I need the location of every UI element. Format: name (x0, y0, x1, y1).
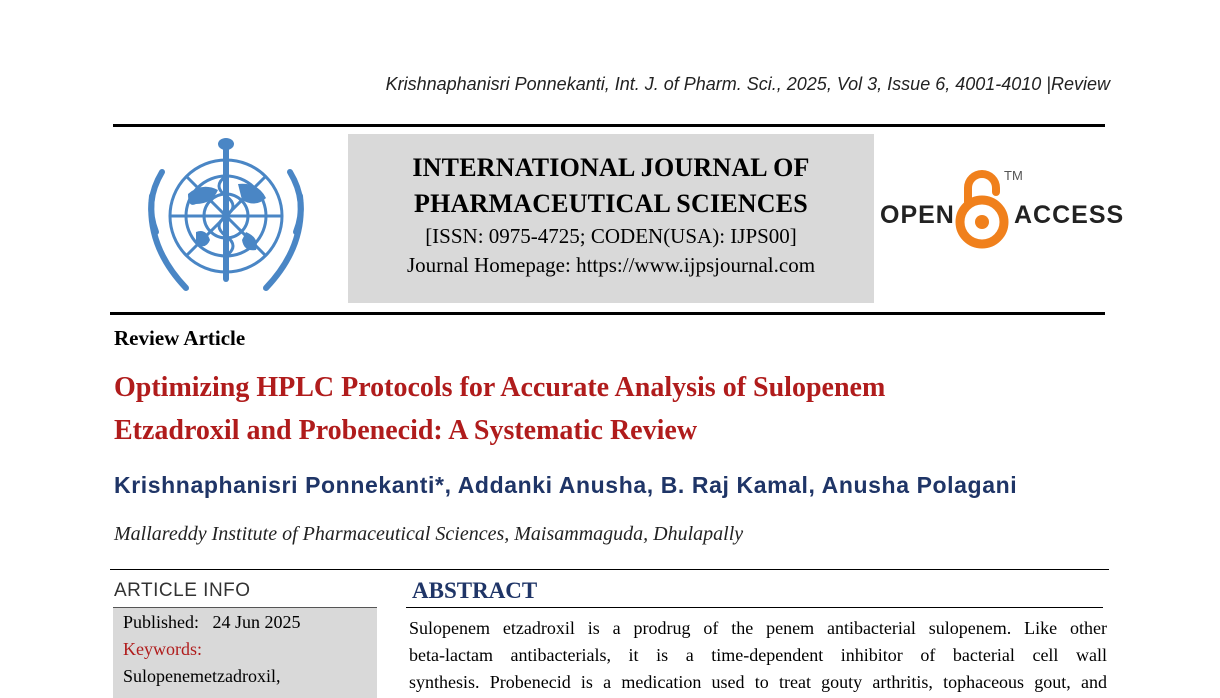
author-affiliation: Mallareddy Institute of Pharmaceutical Sciences, Maisammaguda, Dhulapally (114, 523, 744, 545)
journal-title (348, 150, 874, 222)
article-type: Review Article (114, 326, 246, 350)
journal-masthead (348, 134, 874, 303)
open-access-trademark: TM (1004, 168, 1023, 183)
abstract-heading: ABSTRACT (412, 578, 538, 603)
masthead-bottom-rule (110, 312, 1105, 315)
article-info-heading: ARTICLE INFO (114, 580, 251, 601)
keywords-label: Keywords: (123, 639, 202, 659)
top-rule (113, 124, 1105, 127)
published-date (123, 612, 301, 633)
abstract-line-3: synthesis. Probenecid is a medication used to treat gouty arthritis, tophaceous gout, and (409, 672, 1107, 692)
article-title (114, 366, 1074, 452)
section-divider (110, 569, 1109, 570)
published-label: Published: (123, 612, 200, 632)
journal-title-line-1: INTERNATIONAL JOURNAL OF (412, 153, 810, 182)
journal-homepage[interactable]: Journal Homepage: https://www.ijpsjournal.com (406, 253, 816, 277)
abstract-line-1: Sulopenem etzadroxil is a prodrug of the penem antibacterial sulopenem. Like other (409, 618, 1107, 638)
abstract-rule (406, 607, 1103, 608)
article-title-line-1: Optimizing HPLC Protocols for Accurate Analysis of Sulopenem (114, 372, 886, 403)
open-access-word-open: OPEN (880, 201, 955, 229)
open-lock-icon (954, 166, 1010, 252)
author-list: Krishnaphanisri Ponnekanti*, Addanki Anusha, B. Raj Kamal, Anusha Polagani (114, 472, 1018, 498)
abstract-line-2: beta-lactam antibacterials, it is a time-dependent inhibitor of bacterial cell wall (409, 645, 1107, 665)
open-access-logo (880, 166, 1125, 252)
article-info-box (113, 607, 377, 698)
journal-title-line-2: PHARMACEUTICAL SCIENCES (414, 189, 808, 218)
abstract-body (409, 615, 1107, 696)
running-header: Krishnaphanisri Ponnekanti, Int. J. of Pharm. Sci., 2025, Vol 3, Issue 6, 4001-4010 |Review (385, 74, 1110, 94)
journal-issn: [ISSN: 0975-4725; CODEN(USA): IJPS00] (425, 224, 797, 248)
journal-emblem-logo (126, 136, 326, 306)
article-title-line-2: Etzadroxil and Probenecid: A Systematic Review (114, 415, 698, 446)
keyword-item: Sulopenemetzadroxil, (123, 666, 281, 686)
open-access-word-access: ACCESS (1014, 201, 1125, 229)
published-value: 24 Jun 2025 (212, 612, 301, 632)
